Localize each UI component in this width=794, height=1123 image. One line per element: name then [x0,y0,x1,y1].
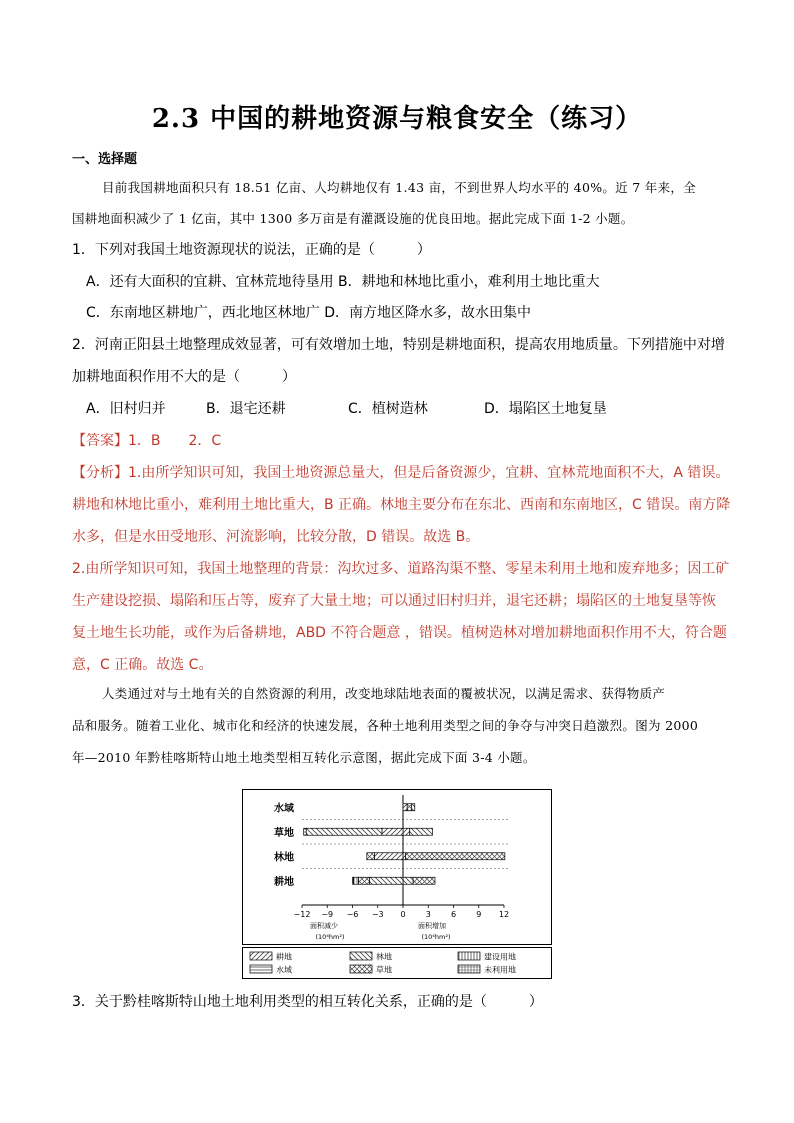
legend-swatch-水域 [250,965,272,973]
legend-swatch-耕地 [250,952,272,960]
bar-segment-草地-耕地 [403,828,410,835]
question-2-option-a: A．旧村归并 [86,401,166,417]
passage2-line2: 品和服务。随着工业化、城市化和经济的快速发展，各种土地利用类型之间的争夺与冲突日趋激烈。图为 2000 [72,718,699,733]
x-tick-label: −12 [293,910,311,919]
analysis-line: 意，C 正确。故选 C。 [72,657,213,673]
land-conversion-chart [242,789,552,979]
analysis-line: 【分析】1.由所学知识可知，我国土地资源总量大，但是后备资源少，宜耕、宜林荒地面积不大，A 错误。 [72,465,730,481]
legend-label: 林地 [376,952,392,962]
x-unit-left: (10⁴hm²) [315,933,345,941]
analysis-line: 水多，但是水田受地形、河流影响，比较分散，D 错误。故选 B。 [72,529,480,545]
category-label: 耕地 [274,876,294,888]
bar-segment-水域-耕地 [403,804,407,811]
question-2-stem-line2: 加耕地面积作用不大的是（ ） [72,369,296,385]
analysis-line: 生产建设挖损、塌陷和压占等，废弃了大量土地；可以通过旧村归并，退宅还耕；塌陷区的土地复垦等恢 [72,593,716,609]
passage1-line2: 国耕地面积减少了 1 亿亩，其中 1300 多万亩是有灌溉设施的优良田地。据此完成下面 1-2 小题。 [72,211,634,226]
bar-segment-林地-草地 [406,853,505,860]
bar-segment-耕地-水域 [353,877,354,884]
analysis-line: 2.由所学知识可知，我国土地整理的背景：沟坎过多、道路沟渠不整、零星未利用土地和废弃地多；因工矿 [72,561,730,577]
bar-segment-林地-草地 [367,853,375,860]
bar-segment-林地-耕地 [403,853,406,860]
answer-line: 【答案】1．B 2．C [72,433,222,449]
legend-label: 耕地 [276,952,292,962]
bar-segment-水域-林地 [411,804,414,811]
question-2-stem-line1: 2．河南正阳县土地整理成效显著，可有效增加土地，特别是耕地面积，提高农用地质量。下列措施中对增 [72,337,725,353]
question-2-option-b: B．退宅还耕 [206,401,286,417]
passage2-line1: 人类通过对与土地有关的自然资源的利用，改变地球陆地表面的覆被状况，以满足需求、获得物质产 [102,686,666,701]
bar-segment-耕地-草地 [413,877,435,884]
question-1-options-cd: C．东南地区耕地广，西北地区林地广 D．南方地区降水多，故水田集中 [86,305,532,321]
legend-swatch-草地 [350,965,372,973]
bar-segment-草地-林地 [410,828,433,835]
x-tick-label: 12 [498,910,510,919]
question-3-stem: 3．关于黔桂喀斯特山地土地利用类型的相互转化关系，正确的是（ ） [72,994,543,1010]
bar-segment-耕地-林地 [403,877,413,884]
analysis-line: 复土地生长功能，或作为后备耕地，ABD 不符合题意 ，错误。植树造林对增加耕地面积作用不大，符合题 [72,625,727,641]
x-tick-label: −9 [321,910,334,919]
legend-swatch-未利用地 [458,965,480,973]
legend-label: 建设用地 [484,952,516,962]
category-label: 林地 [274,852,294,864]
category-label: 水域 [274,803,294,815]
question-2-option-d: D．塌陷区土地复垦 [484,401,607,417]
legend-label: 草地 [376,965,392,975]
analysis-line: 耕地和林地比重小，难利用土地比重大，B 正确。林地主要分布在东北、西南和东南地区，C 错误。南方降 [72,497,731,513]
bar-segment-林地-耕地 [374,853,403,860]
question-1-stem: 1．下列对我国土地资源现状的说法，正确的是（ ） [72,242,431,258]
x-tick-label: −3 [371,910,384,919]
bar-segment-耕地-林地 [369,877,403,884]
passage2-line3: 年—2010 年黔桂喀斯特山地土地类型相互转化示意图，据此完成下面 3-4 小题。 [72,750,536,765]
bar-segment-草地-耕地 [382,828,403,835]
section-heading: 一、选择题 [72,152,138,167]
legend-swatch-林地 [350,952,372,960]
bar-segment-水域-草地 [407,804,411,811]
x-tick-label: −6 [346,910,359,919]
x-tick-label: 0 [400,910,406,919]
bar-segment-耕地-建设用地 [353,877,358,884]
x-label-right: 面积增加 [418,922,446,930]
page-title: 2.3 中国的耕地资源与粮食安全（练习） [151,104,643,134]
passage1-line1: 目前我国耕地面积只有 18.51 亿亩、人均耕地仅有 1.43 亩，不到世界人均水平的 40%。近 7 年来，全 [102,180,696,195]
legend-label: 未利用地 [484,965,516,975]
bar-segment-耕地-草地 [358,877,369,884]
legend-label: 水域 [276,965,292,975]
x-tick-label: 9 [476,910,482,919]
x-label-left: 面积减少 [310,922,338,930]
question-2-option-c: C．植树造林 [348,401,428,417]
category-label: 草地 [274,827,294,839]
legend-swatch-建设用地 [458,952,480,960]
x-tick-label: 3 [425,910,431,919]
bar-segment-草地-林地 [306,828,382,835]
bar-segment-草地-水域 [304,828,307,835]
question-1-options-ab: A．还有大面积的宜耕、宜林荒地待垦用 B．耕地和林地比重小，难利用土地比重大 [86,274,600,290]
x-tick-label: 6 [450,910,457,919]
x-unit-right: (10⁴hm²) [421,933,451,941]
